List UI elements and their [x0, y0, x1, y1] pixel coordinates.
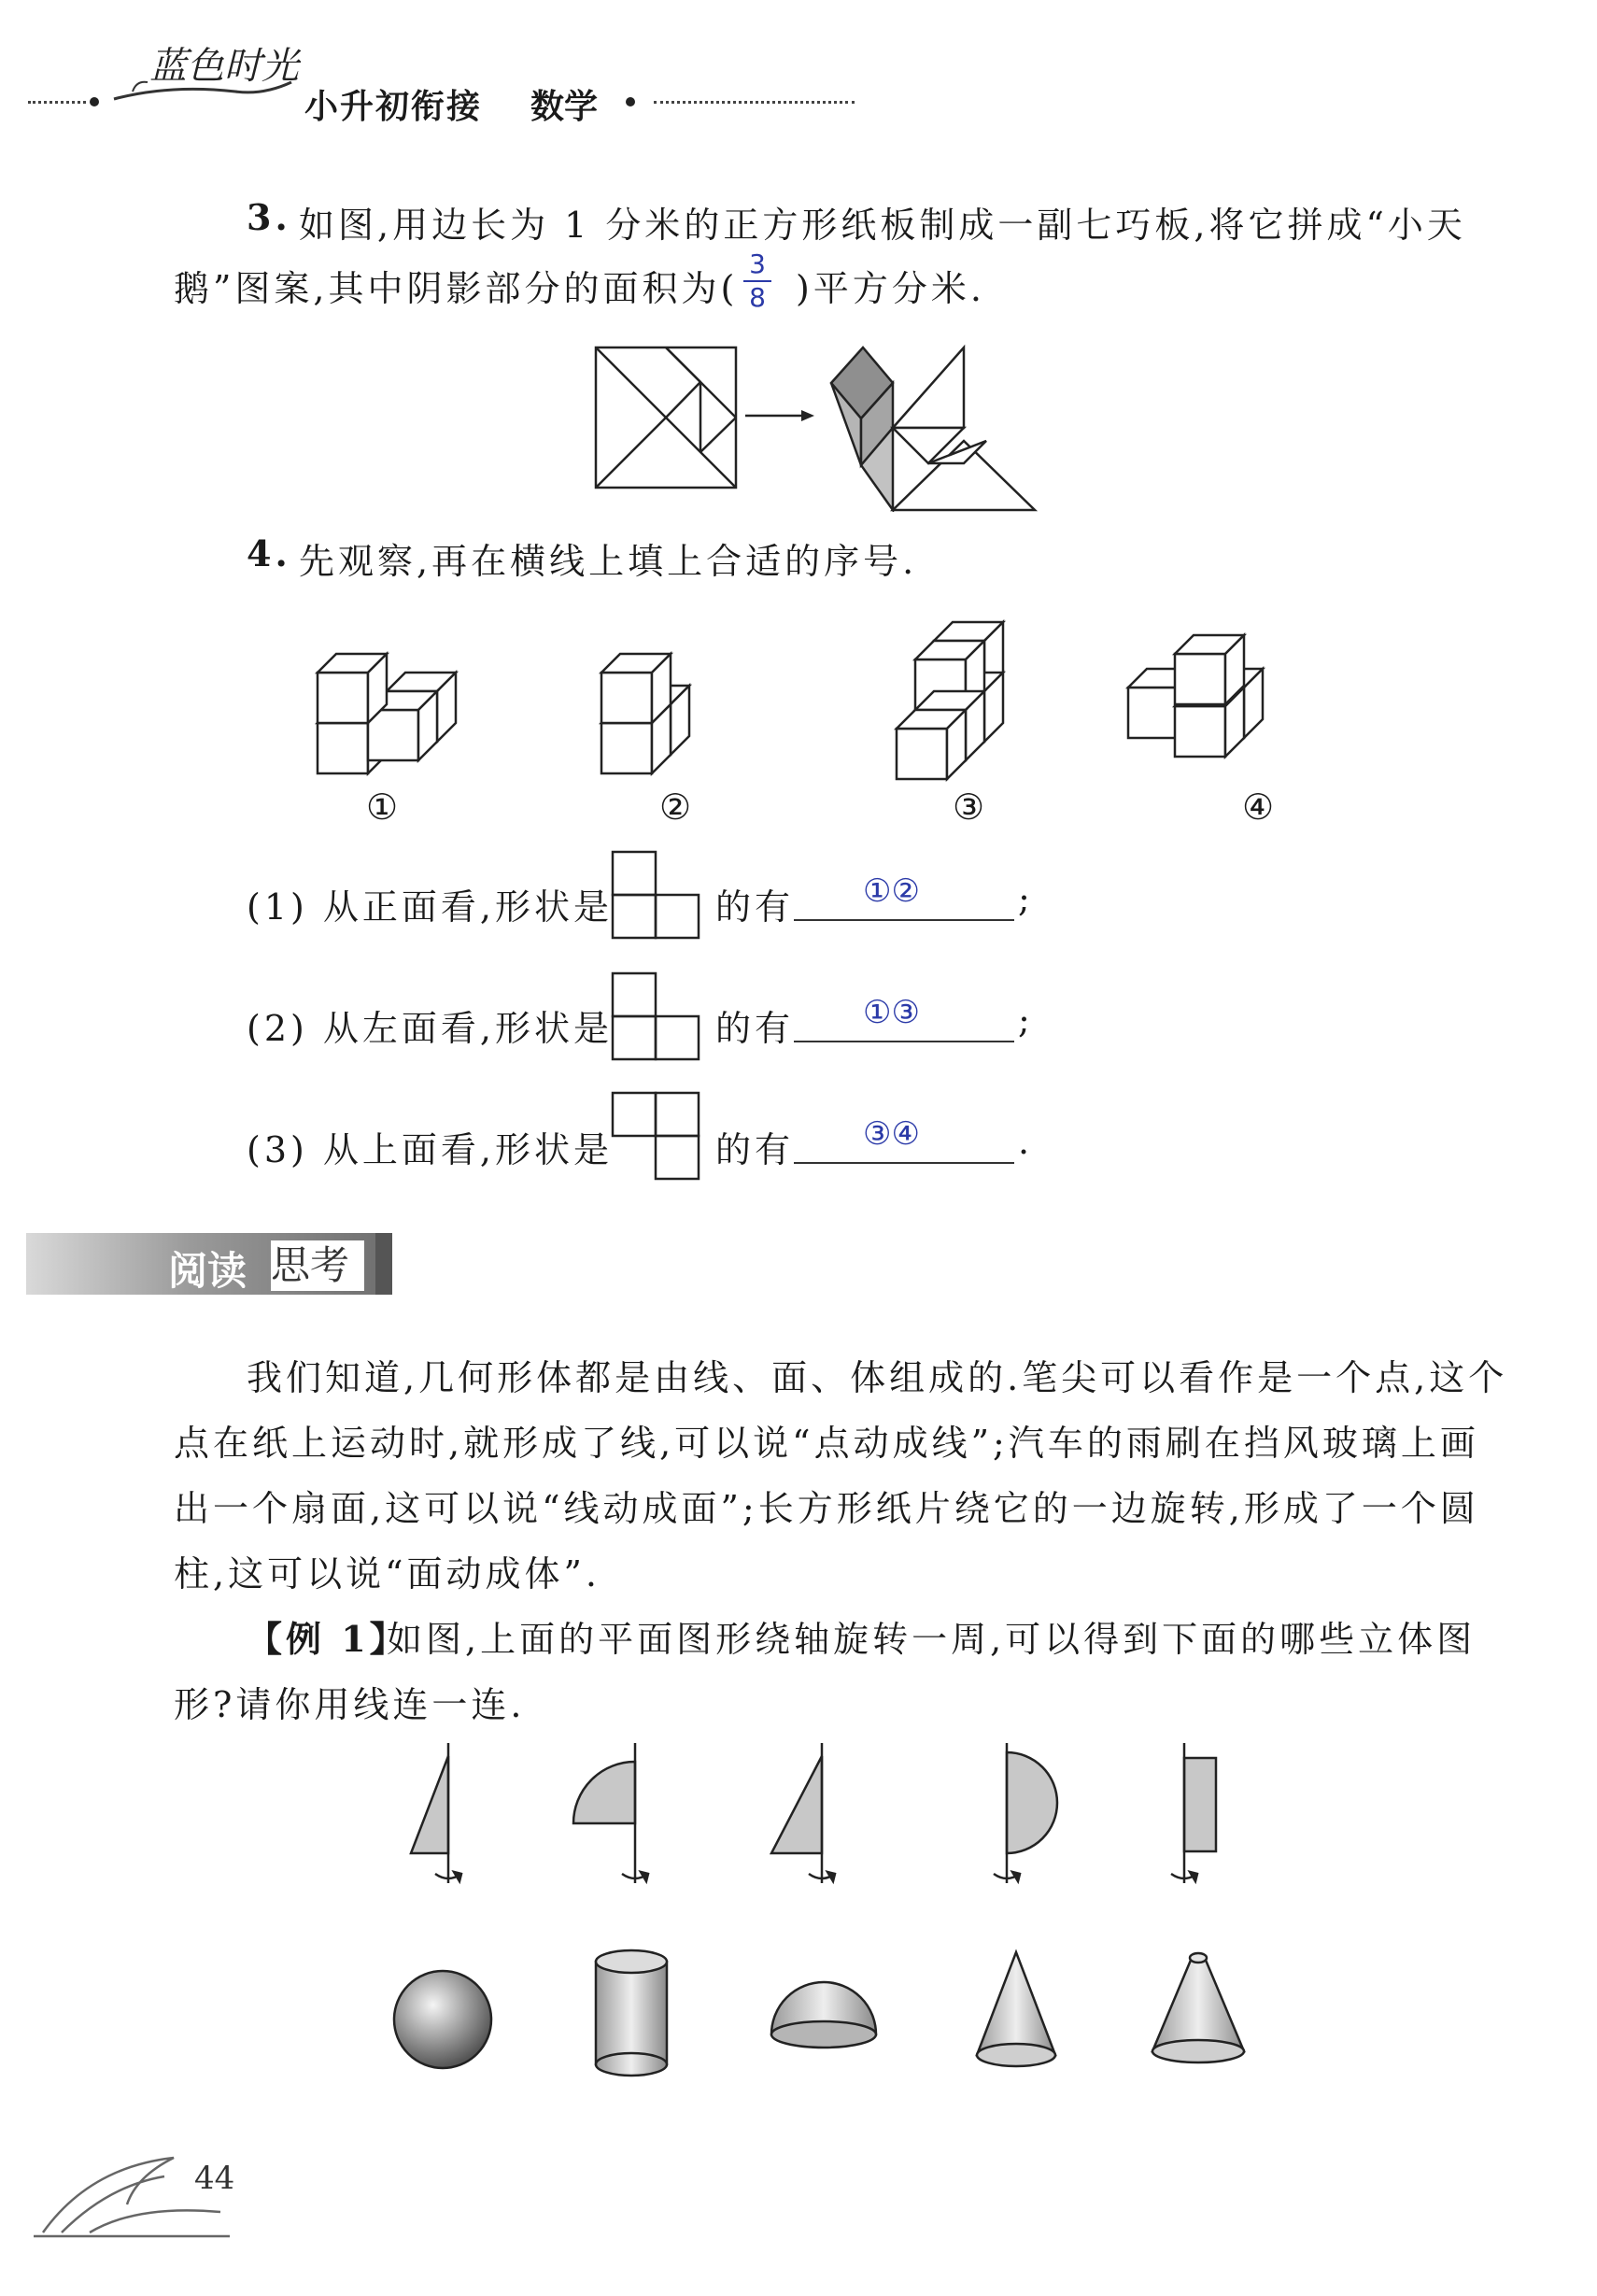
plane-figure-triangle-narrow	[411, 1743, 461, 1883]
cube-figure-4	[1128, 635, 1263, 757]
plane-figure-semicircle	[994, 1743, 1057, 1883]
q3-answer-denominator: 8	[749, 282, 766, 313]
brand-logo	[105, 26, 301, 110]
figure-label-3: ③	[953, 787, 989, 828]
tangram-square-figure	[592, 344, 1040, 512]
plane-figure-rectangle	[1171, 1743, 1216, 1883]
q3-number: 3.	[247, 196, 291, 238]
view-shape-left	[611, 971, 704, 1065]
book-title: 小升初衔接	[304, 87, 483, 126]
figure-label-1: ①	[366, 787, 403, 828]
q4-text: 先观察,再在横线上填上合适的序号.	[299, 541, 918, 582]
view-shape-top	[611, 1091, 704, 1186]
q4-part3-suffix: 的有	[715, 1129, 795, 1170]
plane-figure-quarter-circle	[573, 1743, 648, 1883]
q4-part2-suffix: 的有	[715, 1008, 795, 1049]
q4-part3-label: (3) 从上面看,形状是	[247, 1129, 613, 1170]
figure-label-2: ②	[659, 787, 696, 828]
example1-tag: 【例 1】	[247, 1618, 409, 1660]
q4-part1-label: (1) 从正面看,形状是	[247, 886, 613, 928]
header-right-rule	[654, 101, 855, 104]
q3-text-line2b: )平方分米.	[796, 268, 985, 309]
header-left-dot	[90, 97, 99, 106]
q4-part2-label: (2) 从左面看,形状是	[247, 1008, 613, 1049]
q3-answer-numerator: 3	[749, 248, 766, 279]
q4-part3-answer: ③④	[863, 1115, 920, 1153]
cube-figure-2	[601, 654, 689, 773]
section-title-bold: 阅读	[168, 1248, 247, 1294]
view-shape-front	[611, 850, 704, 943]
figure-label-4: ④	[1242, 787, 1279, 828]
solid-figures	[374, 1943, 1251, 2092]
solid-cone	[977, 1952, 1055, 2066]
plane-figure-triangle	[771, 1743, 835, 1883]
arrow-icon	[745, 410, 814, 421]
plane-figures	[374, 1734, 1251, 1902]
q4-part3-end: .	[1018, 1121, 1034, 1162]
solid-cylinder	[596, 1950, 667, 2076]
q4-part1-answer: ①②	[863, 872, 920, 910]
q4-part1-suffix: 的有	[715, 886, 795, 928]
brand-text: 蓝色时光	[149, 45, 299, 87]
q4-part1-end: ;	[1018, 878, 1034, 919]
q4-part2-answer: ①③	[863, 994, 920, 1031]
q4-part2-blank[interactable]	[794, 1041, 1014, 1042]
section-title-light: 思考	[271, 1240, 364, 1291]
subject-title: 数学	[530, 87, 599, 126]
example1-line1: 如图,上面的平面图形绕轴旋转一周,可以得到下面的哪些立体图	[387, 1619, 1477, 1660]
q3-text-line1: 如图,用边长为 1 分米的正方形纸板制成一副七巧板,将它拼成“小天	[299, 205, 1466, 246]
cube-figure-3	[897, 622, 1003, 779]
header-right-dot	[626, 97, 635, 106]
solid-hemisphere	[771, 1982, 876, 2048]
q4-part2-end: ;	[1018, 999, 1034, 1041]
example1-line2: 形?请你用线连一连.	[174, 1684, 526, 1725]
reading-line-4: 柱,这可以说“面动成体”.	[174, 1553, 601, 1594]
q4-number: 4.	[247, 532, 291, 574]
reading-line-1: 我们知道,几何形体都是由线、面、体组成的.笔尖可以看作是一个点,这个	[247, 1357, 1508, 1398]
header-left-rule	[28, 101, 86, 104]
cube-figure-1	[318, 654, 456, 773]
page-number: 44	[194, 2160, 235, 2197]
solid-sphere	[394, 1971, 491, 2068]
cube-figures	[299, 607, 1326, 794]
q4-part3-blank[interactable]	[794, 1162, 1014, 1164]
q3-text-line2a: 鹅”图案,其中阴影部分的面积为(	[174, 268, 739, 309]
solid-frustum	[1152, 1953, 1244, 2062]
reading-line-2: 点在纸上运动时,就形成了线,可以说“点动成线”;汽车的雨刷在挡风玻璃上画	[174, 1423, 1479, 1464]
reading-line-3: 出一个扇面,这可以说“线动成面”;长方形纸片绕它的一边旋转,形成了一个圆	[174, 1488, 1479, 1529]
q3-answer-fraction	[743, 250, 771, 312]
q4-part1-blank[interactable]	[794, 919, 1014, 921]
